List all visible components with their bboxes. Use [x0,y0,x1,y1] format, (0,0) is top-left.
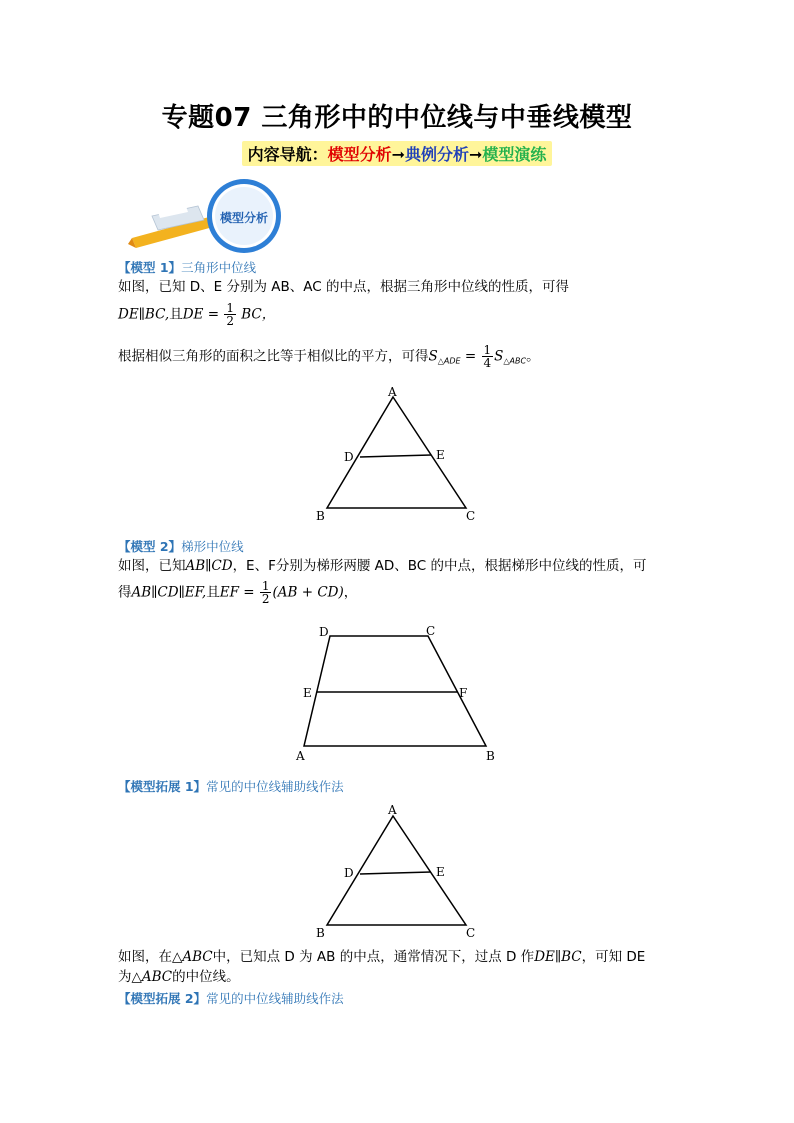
extension-1-title: 常见的中位线辅助线作法 [206,779,344,794]
text-segment: 中，已知点 D 为 AB 的中点，通常情况下，过点 D 作 [212,949,535,965]
vertex-label-a: A [388,803,397,817]
point-label-d: D [344,450,354,464]
extension-2-title: 常见的中位线辅助线作法 [206,991,344,1006]
formula-rhs: (AB + CD) [272,584,344,601]
formula-connector: 且 [206,584,220,601]
model-1-heading [118,258,256,276]
model-1-title: 三角形中位线 [181,260,257,275]
equals-sign: = [460,348,481,365]
content-navigation [0,141,794,166]
triangle-midline-figure [300,383,500,523]
arrow-icon: ➞ [469,145,483,164]
extension-2-heading [118,989,344,1007]
fraction-denominator: 4 [483,356,492,370]
formula-connector: 且 [169,306,183,323]
badge-label: 模型分析 [219,211,269,225]
model-1-area-ratio [118,344,678,373]
text-segment: 得 [118,584,132,601]
formula-lhs: DE = [182,306,220,323]
fraction-half [260,580,272,605]
triangle-auxiliary-line-figure [300,800,500,940]
fraction-half [224,302,236,327]
vertex-label-c: C [466,926,476,940]
midline-de [360,872,431,874]
vertex-label-b: B [316,509,325,523]
text-segment: 如图，已知 [118,558,186,574]
model-analysis-badge [128,176,288,256]
vertex-label-d: D [319,625,329,639]
trapezoid-midline-figure [290,620,510,770]
point-label-e: E [436,865,445,879]
arrow-icon: ➞ [391,145,405,164]
point-label-f: F [459,686,468,700]
midline-de [360,455,431,457]
extension-2-bracket-label: 【模型拓展 2】 [118,991,207,1006]
extension-1-bracket-label: 【模型拓展 1】 [118,779,207,794]
model-2-title: 梯形中位线 [181,539,244,554]
math-parallel: DE∥BC [534,949,582,965]
model-2-formula [118,580,678,605]
fraction-numerator: 1 [261,579,270,593]
fraction-numerator: 1 [483,343,492,357]
point-label-e: E [303,686,312,700]
extension-1-heading [118,777,344,795]
area-symbol: S [428,348,438,365]
area-ratio-text: 根据相似三角形的面积之比等于相似比的平方，可得 [118,348,429,365]
area-subscript: △ABC [503,356,527,366]
vertex-label-c: C [466,509,476,523]
model-1-formula [118,302,678,327]
fraction-denominator: 2 [226,314,234,328]
vertex-label-a: A [388,385,397,399]
math-parallel: AB∥CD∥EF, [131,584,207,601]
extension-1-line-1 [118,946,678,968]
nav-item-model-practice[interactable]: 模型演练 [482,145,547,164]
math-triangle: △ABC [172,949,213,965]
text-segment: ，E、F分别为梯形两腰 AD、BC 的中点，根据梯形中位线的性质，可 [232,558,647,574]
area-symbol: S [494,348,504,365]
formula-lhs: EF = [219,584,255,601]
model-2-bracket-label: 【模型 2】 [118,539,182,554]
text-segment: 为 [118,969,132,985]
text-segment: 如图，在 [118,949,172,965]
vertex-label-a: A [296,749,305,763]
fraction-numerator: 1 [226,301,234,315]
text-segment: 的中位线。 [172,969,240,985]
vertex-label-b: B [486,749,495,763]
fraction-quarter [482,344,494,369]
model-1-bracket-label: 【模型 1】 [118,260,182,275]
formula-rhs: BC， [241,306,276,323]
area-subscript: △ADE [437,356,461,366]
model-2-heading [118,537,244,555]
vertex-label-b: B [316,926,325,940]
nav-prefix: 内容导航： [247,145,328,164]
extension-1-line-2 [118,966,678,988]
page-title: 专题07 三角形中的中位线与中垂线模型 [161,103,633,133]
period: 。 [526,348,540,365]
point-label-d: D [344,866,354,880]
text-segment: ，可知 DE [581,949,646,965]
navigation-highlight [242,141,553,166]
model-2-line-1 [118,555,678,577]
point-label-e: E [436,448,445,462]
math-triangle: △ABC [131,969,173,985]
formula-parallel: DE∥BC, [118,306,170,323]
model-1-line-1: 如图，已知 D、E 分别为 AB、AC 的中点，根据三角形中位线的性质，可得 [118,279,570,295]
nav-item-model-analysis[interactable]: 模型分析 [327,145,392,164]
math-parallel: AB∥CD [185,558,233,574]
vertex-label-c: C [426,624,436,638]
nav-item-example-analysis[interactable]: 典例分析 [405,145,470,164]
punctuation: ， [343,584,358,601]
fraction-denominator: 2 [261,592,270,606]
